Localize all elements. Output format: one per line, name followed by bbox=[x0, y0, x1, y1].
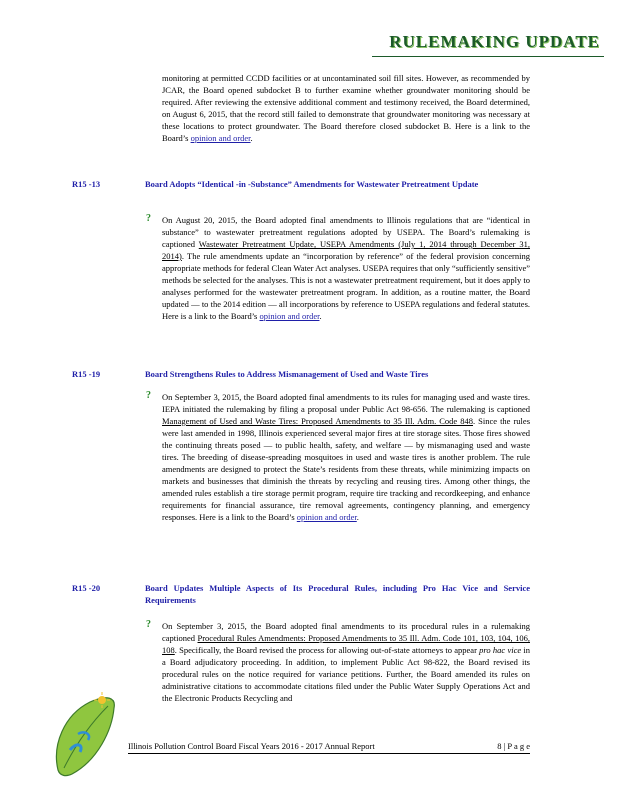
section-body bbox=[162, 391, 530, 523]
section-title: Board Updates Multiple Aspects of Its Procedural Rules, including Pro Hac Vice and Service Requirements bbox=[145, 583, 530, 605]
body-end: . bbox=[356, 512, 359, 522]
board-leaf-logo-icon bbox=[50, 690, 120, 780]
intro-paragraph bbox=[162, 72, 530, 144]
section-title: Board Strengthens Rules to Address Mismanagement of Used and Waste Tires bbox=[145, 369, 429, 379]
section-number: R15 -13 bbox=[72, 179, 101, 189]
intro-end: . bbox=[250, 133, 253, 143]
latin-term: pro hac vice bbox=[479, 645, 522, 655]
section-body bbox=[162, 620, 530, 704]
rulemaking-caption: Wastewater Pretreatment Update, USEPA Amendments (July 1, 2014 through December 31, 2014) bbox=[162, 239, 530, 261]
body-text: . Specifically, the Board revised the process for allowing out-of-state attorneys to appear bbox=[174, 645, 477, 655]
section-body bbox=[162, 214, 530, 322]
section-title: Board Adopts “Identical -in -Substance” Amendments for Wastewater Pretreatment Update bbox=[145, 179, 479, 189]
opinion-order-link[interactable]: opinion and order bbox=[296, 512, 357, 522]
header-rule bbox=[372, 56, 604, 57]
bullet-icon: ? bbox=[146, 390, 151, 401]
bullet-icon: ? bbox=[146, 619, 151, 630]
page-footer bbox=[128, 740, 530, 754]
footer-text: Illinois Pollution Control Board Fiscal Years 2016 - 2017 Annual Report bbox=[128, 741, 375, 751]
intro-text: monitoring at permitted CCDD facilities or at uncontaminated soil fill sites. However, as recommended by JCAR, the Board opened subdocket B to further examine whether groundwater monitoring should be required. After reviewing the extensive additional comment and testimony received, the Board determined, on August 6, 2015, that the record still failed to demonstrate that groundwater monitoring was necessary at these locations to protect groundwater. The Board therefore closed subdocket B. Here is a link to the Board’s bbox=[162, 73, 530, 143]
rulemaking-caption: Management of Used and Waste Tires: Proposed Amendments to 35 Ill. Adm. Code 848 bbox=[162, 416, 473, 426]
body-text: On September 3, 2015, the Board adopted final amendments to its rules for managing used and waste tires. IEPA initiated the rulemaking by filing a proposal under Public Act 98-656. The rulemaking is captioned bbox=[162, 392, 530, 414]
body-text: . Since the rules were last amended in 1998, Illinois experienced several major fires at tire storage sites. Those fires showed the continuing threats posed — to public health, safety, and welfare — by mismanaging used and waste tires. The breeding of disease-spreading mosquitoes in used and waste tires is another problem. The rule amendments are designed to protect the State’s residents from these threats, while minimizing impacts on markets and businesses that diminish the threats by recycling and reusing tires. Among other things, the amended rules establish a tire storage permit program, require tire tracking and recordkeeping, and enhance requirements for financial assurance, tire removal agreements, contingency planning, and emergency responses. Here is a link to the Board’s bbox=[162, 416, 531, 522]
body-text: in a Board adjudicatory proceeding. In addition, to implement Public Act 98-822, the Board revised its procedural rules on the notice required for variance petitions. Further, the Board amended its rules on administrative citations to accommodate citations filed under the Public Water Supply Operations Act and the Electronic Products Recycling and bbox=[162, 645, 531, 703]
body-end: . bbox=[319, 311, 322, 321]
page-number: 8 | P a g e bbox=[497, 741, 530, 751]
section-number: R15 -20 bbox=[72, 583, 101, 593]
intro-link[interactable]: opinion and order bbox=[190, 133, 251, 143]
body-text: On September 3, 2015, the Board adopted final amendments to its procedural rules in a rulemaking captioned bbox=[162, 621, 530, 643]
opinion-order-link[interactable]: opinion and order bbox=[259, 311, 320, 321]
body-text: On August 20, 2015, the Board adopted final amendments to Illinois regulations that are “identical in substance” to wastewater pretreatment regulations adopted by USEPA. The Board’s rulemaking is captioned bbox=[162, 215, 530, 249]
bullet-icon: ? bbox=[146, 213, 151, 224]
page-header-title: RULEMAKING UPDATE bbox=[389, 32, 600, 51]
section-number: R15 -19 bbox=[72, 369, 101, 379]
rulemaking-caption: Procedural Rules Amendments: Proposed Amendments to 35 Ill. Adm. Code 101, 103, 104, 106, 108 bbox=[162, 633, 530, 655]
body-text: . The rule amendments update an “incorporation by reference” of the federal provision concerning appropriate methods for federal Clean Water Act analyses. USEPA requires that only “sufficiently sensitive” methods be selected for the analyses. This is not a wastewater pretreatment requirement, but it does apply to analyses performed for the wastewater pretreatment program. In addition, as a routine matter, the Board updated — to the 2014 edition — all incorporations by reference to USEPA regulations and federal statutes. Here is a link to the Board’s bbox=[162, 251, 530, 321]
